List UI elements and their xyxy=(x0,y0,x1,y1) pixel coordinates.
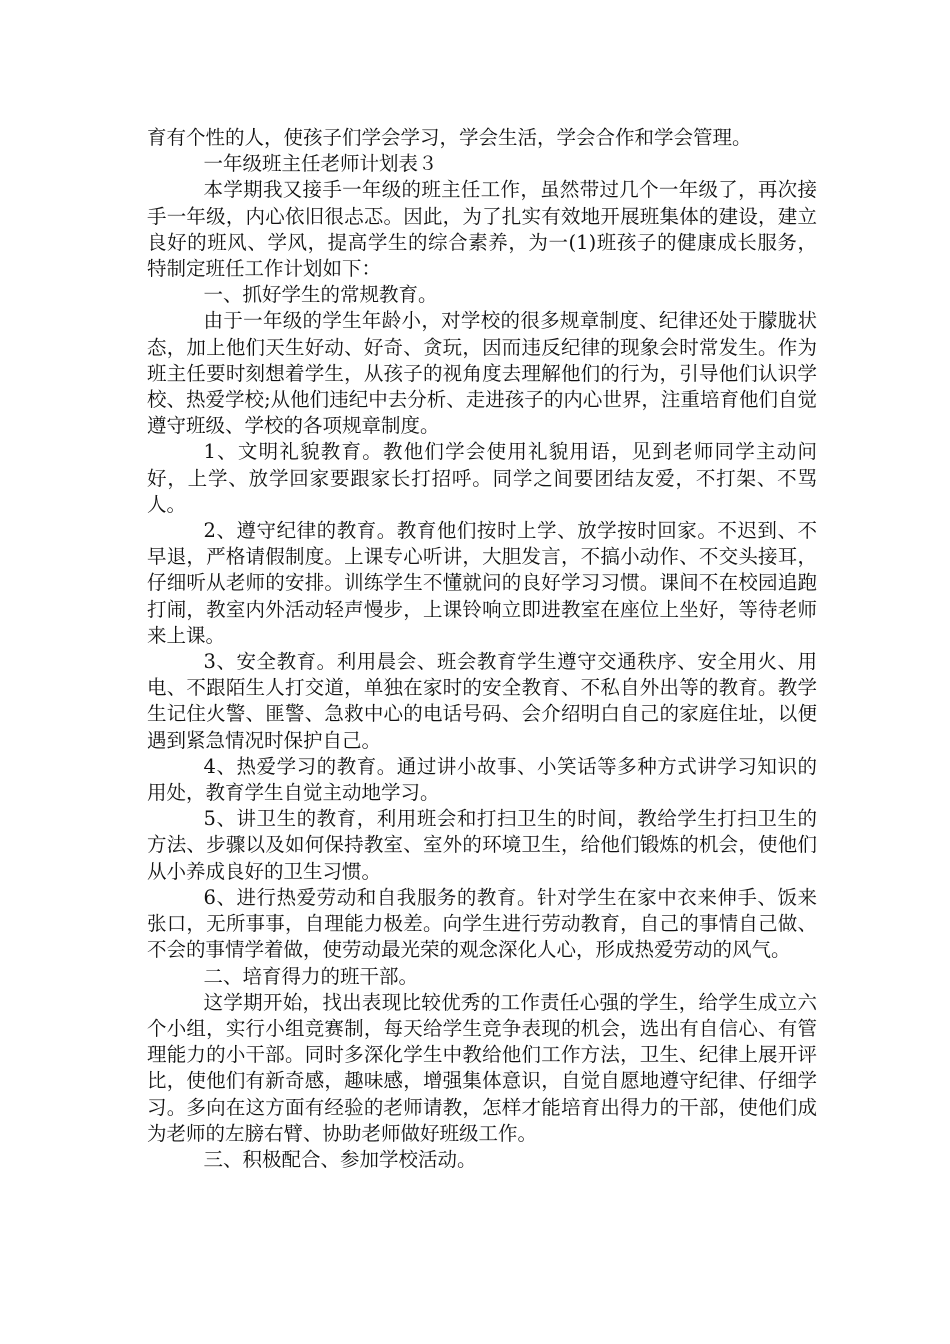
item-courtesy-education: 1、文明礼貌教育。教他们学会使用礼貌用语，见到老师同学主动问好，上学、放学回家要跟家长打招呼。同学之间要团结友爱，不打架、不骂人。 xyxy=(147,440,817,516)
paragraph-class-leaders: 这学期开始，找出表现比较优秀的工作责任心强的学生，给学生成立六个小组，实行小组竞赛制，每天给学生竞争表现的机会，选出有自信心、有管理能力的小干部。同时多深化学生中教给他们工作方法，卫生、纪律上展开评比，使他们有新奇感，趣味感，增强集体意识，自觉自愿地遵守纪律、仔细学习。多向在这方面有经验的老师请教，怎样才能培育出得力的干部，使他们成为老师的左膀右臂、协助老师做好班级工作。 xyxy=(147,990,817,1145)
paragraph-intro: 本学期我又接手一年级的班主任工作，虽然带过几个一年级了，再次接手一年级，内心依旧很忐忑。因此，为了扎实有效地开展班集体的建设，建立良好的班风、学风，提高学生的综合素养，为一(1)班孩子的健康成长服务，特制定班任工作计划如下： xyxy=(147,178,817,281)
item-discipline-education: 2、遵守纪律的教育。教育他们按时上学、放学按时回家。不迟到、不早退，严格请假制度。上课专心听讲，大胆发言，不搞小动作、不交头接耳，仔细听从老师的安排。训练学生不懂就问的良好学习习惯。课间不在校园追跑打闹，教室内外活动轻声慢步，上课铃响立即进教室在座位上坐好，等待老师来上课。 xyxy=(147,519,817,647)
heading-two: 二、培育得力的班干部。 xyxy=(203,964,419,988)
item-labor-education: 6、进行热爱劳动和自我服务的教育。针对学生在家中衣来伸手、饭来张口，无所事事，自理能力极差。向学生进行劳动教育，自己的事情自己做、不会的事情学着做，使劳动最光荣的观念深化人心，形成热爱劳动的风气。 xyxy=(147,885,817,962)
heading-three: 三、积极配合、参加学校活动。 xyxy=(203,1147,477,1171)
paragraph-routine-education: 由于一年级的学生年龄小，对学校的很多规章制度、纪律还处于朦胧状态，加上他们天生好动、好奇、贪玩，因而违反纪律的现象会时常发生。作为班主任要时刻想着学生，从孩子的视角度去理解他们的行为，引导他们认识学校、热爱学校;从他们违纪中去分析、走进孩子的内心世界，注重培育他们自觉遵守班级、学校的各项规章制度。 xyxy=(147,309,817,438)
paragraph-continuation: 育有个性的人，使孩子们学会学习，学会生活，学会合作和学会管理。 xyxy=(147,126,752,149)
item-safety-education: 3、安全教育。利用晨会、班会教育学生遵守交通秩序、安全用火、用电、不跟陌生人打交道，单独在家时的安全教育、不私自外出等的教育。教学生记住火警、匪警、急救中心的电话号码、会介绍明白自己的家庭住址，以便遇到紧急情况时保护自己。 xyxy=(147,650,817,752)
item-hygiene-education: 5、讲卫生的教育，利用班会和打扫卫生的时间，教给学生打扫卫生的方法、步骤以及如何保持教室、室外的环境卫生，给他们锻炼的机会，使他们从小养成良好的卫生习惯。 xyxy=(147,807,817,883)
section-title: 一年级班主任老师计划表３ xyxy=(203,152,438,176)
item-love-learning: 4、热爱学习的教育。通过讲小故事、小笑话等多种方式讲学习知识的用处，教育学生自觉主动地学习。 xyxy=(147,754,817,805)
heading-one: 一、抓好学生的常规教育。 xyxy=(203,283,438,307)
document-body xyxy=(147,125,817,1173)
